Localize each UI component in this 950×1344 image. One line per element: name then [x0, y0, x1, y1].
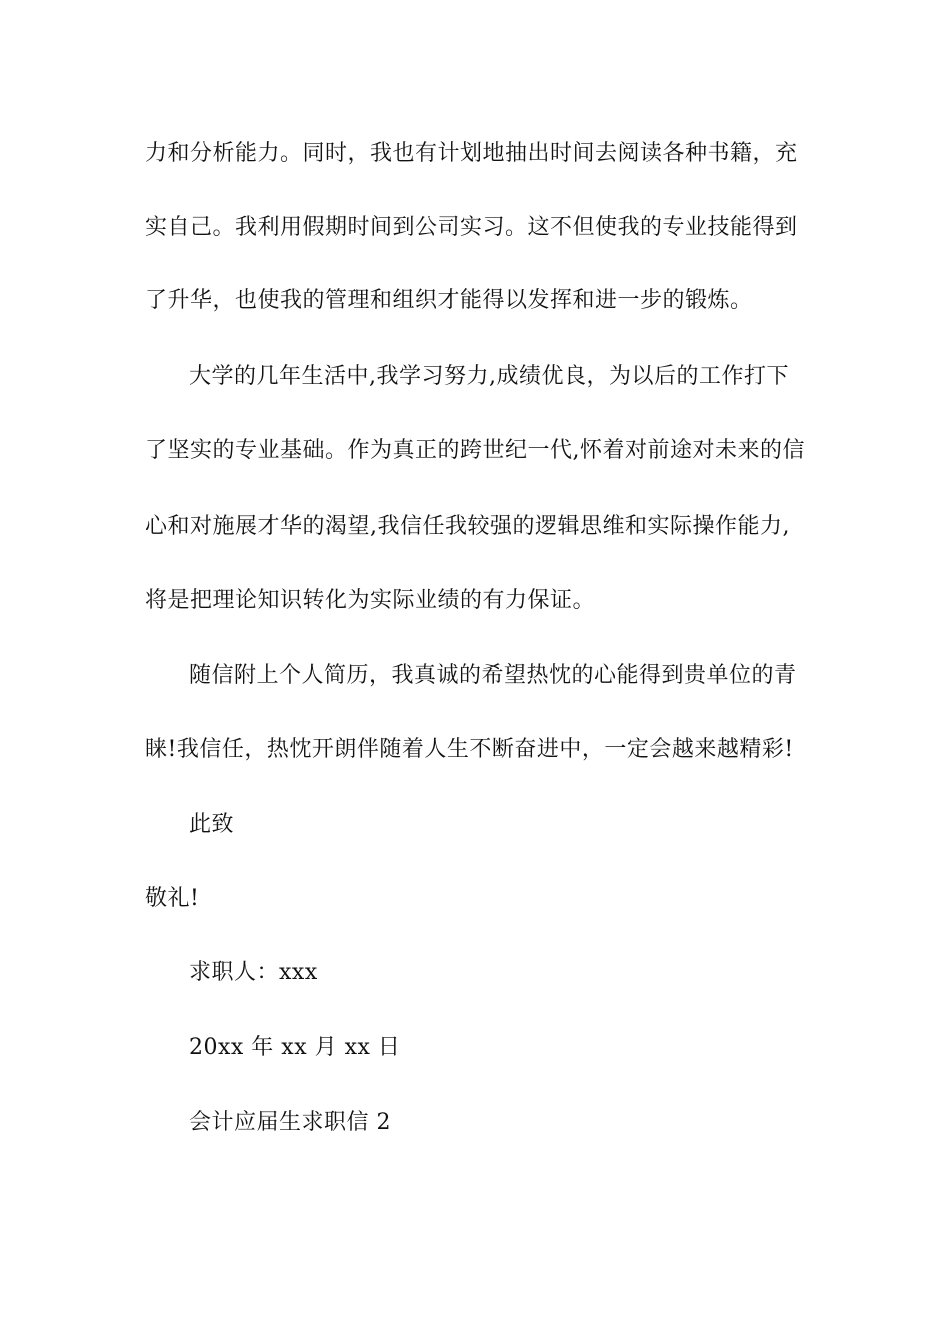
paragraph-line: 力和分析能力。同时，我也有计划地抽出时间去阅读各种书籍，充	[145, 141, 798, 166]
paragraph-line: 了升华，也使我的管理和组织才能得以发挥和进一步的锻炼。	[145, 288, 753, 313]
paragraph-line: 实自己。我利用假期时间到公司实习。这不但使我的专业技能得到	[145, 215, 798, 240]
date-line: 20xx 年 xx 月 xx 日	[189, 1035, 401, 1060]
paragraph-line: 心和对施展才华的渴望,我信任我较强的逻辑思维和实际操作能力,	[145, 514, 790, 539]
paragraph-line: 了坚实的专业基础。作为真正的跨世纪一代,怀着对前途对未来的信	[145, 438, 805, 463]
salutation-line: 敬礼!	[145, 886, 200, 911]
applicant-line: 求职人：xxx	[189, 960, 318, 985]
section-title: 会计应届生求职信 2	[189, 1110, 391, 1135]
paragraph-line: 将是把理论知识转化为实际业绩的有力保证。	[145, 588, 596, 613]
paragraph-line: 大学的几年生活中,我学习努力,成绩优良，为以后的工作打下	[189, 364, 789, 389]
paragraph-line: 睐!我信任，热忱开朗伴随着人生不断奋进中，一定会越来越精彩!	[145, 737, 794, 762]
paragraph-line: 随信附上个人简历，我真诚的希望热忱的心能得到贵单位的青	[189, 663, 797, 688]
closing-line: 此致	[189, 812, 235, 837]
